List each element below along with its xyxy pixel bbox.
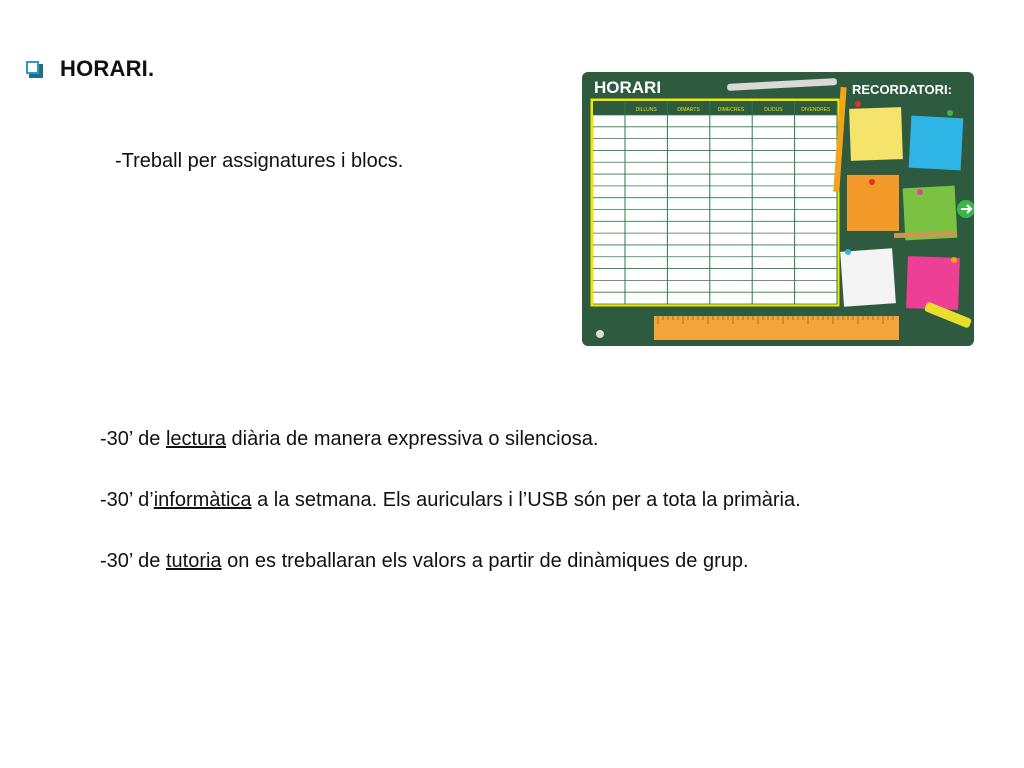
slide-title: HORARI. [60,56,155,81]
sticky-note-yellow [849,107,903,161]
paragraph-lectura [100,424,920,455]
brand-logo-icon [596,330,604,338]
reminders-label: RECORDATORI: [852,82,952,97]
day-label: DIMARTS [677,107,700,113]
paragraph-informatica [100,485,920,516]
checkbox-bullet-icon [26,61,42,77]
schedule-grid [592,100,838,305]
day-label: DIMECRES [717,107,745,113]
paragraph-suffix: on es treballaran els valors a partir de dinàmiques de grup. [221,550,749,572]
sticky-note-white [840,248,896,306]
sticky-note-pink [906,256,960,310]
day-label: DIJOUS [764,107,783,113]
paragraph-prefix: -30’ de [100,550,166,572]
title-row [26,56,154,82]
paragraph-prefix: -30’ d’ [100,489,154,511]
underlined-word-tutoria: tutoria [165,550,222,572]
ruler-icon [654,316,899,340]
sticky-note-blue [909,116,964,171]
paragraph-suffix: diària de manera expressiva o silenciosa. [226,428,599,450]
board-title: HORARI [594,78,662,97]
body-text [100,424,920,607]
paragraph-prefix: -30’ de [100,428,166,450]
day-label: DIVENDRES [801,107,831,113]
underlined-word-lectura: lectura [165,428,226,450]
underlined-word-informatica: informàtica [153,489,252,511]
schedule-board-image [582,72,974,346]
day-label: DILLUNS [635,107,657,113]
subtitle-text: -Treball per assignatures i blocs. [115,150,404,172]
paragraph-tutoria [100,546,920,577]
paragraph-suffix: a la setmana. Els auriculars i l’USB són per a tota la primària. [251,489,801,511]
